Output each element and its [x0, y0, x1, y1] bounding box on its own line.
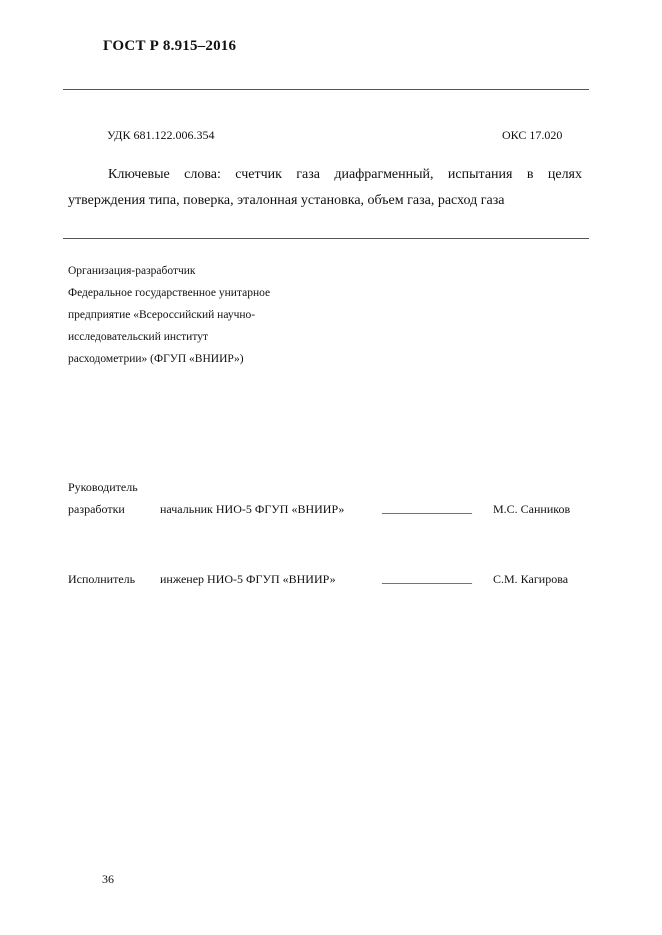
head-position: начальник НИО-5 ФГУП «ВНИИР»	[160, 502, 345, 516]
executor-signature-line: _______________	[382, 571, 472, 585]
udk-code: УДК 681.122.006.354	[107, 128, 215, 142]
organization-line: Организация-разработчик	[68, 265, 196, 277]
organization-line: расходометрии» (ФГУП «ВНИИР»)	[68, 353, 244, 365]
head-signature-line: _______________	[382, 501, 472, 515]
organization-line: предприятие «Всероссийский научно-	[68, 309, 256, 321]
keywords-divider	[63, 238, 589, 239]
organization-line: Федеральное государственное унитарное	[68, 287, 271, 299]
page-number: 36	[102, 872, 114, 886]
oks-code: ОКС 17.020	[502, 128, 563, 142]
developer-organization	[68, 260, 270, 370]
head-role-line1: Руководитель	[68, 480, 138, 494]
organization-line: исследовательский институт	[68, 331, 208, 343]
executor-position: инженер НИО-5 ФГУП «ВНИИР»	[160, 572, 336, 586]
document-standard-title: ГОСТ Р 8.915–2016	[103, 38, 237, 54]
executor-role: Исполнитель	[68, 572, 136, 586]
keywords-paragraph: Ключевые слова: счетчик газа диафрагменный, испытания в целях утверждения типа, поверка, эталонная установка, объем газа, расход газа	[68, 167, 582, 208]
header-divider	[63, 89, 589, 90]
head-name: М.С. Санников	[493, 502, 571, 516]
executor-name: С.М. Кагирова	[493, 572, 569, 586]
head-role-line2: разработки	[68, 502, 125, 516]
